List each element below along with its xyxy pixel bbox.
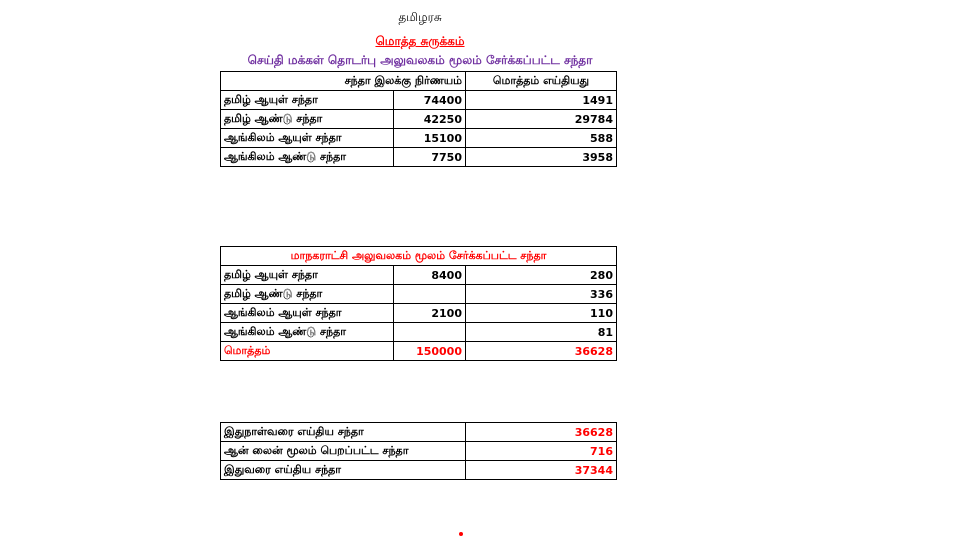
row-target (394, 323, 466, 342)
red-dot-marker (459, 532, 463, 536)
row-target: 2100 (394, 304, 466, 323)
row-achieved: 1491 (466, 91, 617, 110)
table-row (221, 148, 617, 167)
row-achieved: 588 (466, 129, 617, 148)
subtitle: செய்தி மக்கள் தொடர்பு அலுவலகம் மூலம் சேர்க்கப்பட்ட சந்தா (247, 53, 593, 67)
cumulative-summary-table (220, 422, 617, 480)
pro-office-subscription-table (220, 71, 617, 167)
header-achieved: மொத்தம் எய்தியது (466, 72, 617, 91)
table-title-row (221, 247, 617, 266)
row-value: 37344 (466, 461, 617, 480)
table2-title: மாநகராட்சி அலுவலகம் மூலம் சேர்க்கப்பட்ட சந்தா (221, 247, 617, 266)
row-label: ஆங்கிலம் ஆண்டு சந்தா (221, 148, 394, 167)
table-row (221, 266, 617, 285)
row-label: இதுநாள்வரை எய்திய சந்தா (221, 423, 466, 442)
row-label: தமிழ் ஆயுள் சந்தா (221, 266, 394, 285)
table-row (221, 110, 617, 129)
row-target: 42250 (394, 110, 466, 129)
row-target: 15100 (394, 129, 466, 148)
summary-title: மொத்த சுருக்கம் (375, 34, 465, 48)
row-value: 716 (466, 442, 617, 461)
table-row (221, 323, 617, 342)
header-target: சந்தா இலக்கு நிர்ணயம் (221, 72, 466, 91)
row-target (394, 285, 466, 304)
row-value: 36628 (466, 423, 617, 442)
row-achieved: 280 (466, 266, 617, 285)
row-label: ஆங்கிலம் ஆண்டு சந்தா (221, 323, 394, 342)
total-achieved: 36628 (466, 342, 617, 361)
corporation-office-subscription-table (220, 246, 617, 361)
table-row (221, 285, 617, 304)
row-achieved: 3958 (466, 148, 617, 167)
row-target: 74400 (394, 91, 466, 110)
row-target: 7750 (394, 148, 466, 167)
row-achieved: 336 (466, 285, 617, 304)
row-label: ஆன் லைன் மூலம் பெறப்பட்ட சந்தா (221, 442, 466, 461)
row-label: இதுவரை எய்திய சந்தா (221, 461, 466, 480)
table-row (221, 423, 617, 442)
table-row (221, 91, 617, 110)
table-row (221, 442, 617, 461)
row-achieved: 110 (466, 304, 617, 323)
row-label: தமிழ் ஆண்டு சந்தா (221, 110, 394, 129)
table-header-row (221, 72, 617, 91)
document-title: தமிழரசு (398, 10, 442, 24)
row-achieved: 29784 (466, 110, 617, 129)
row-label: தமிழ் ஆயுள் சந்தா (221, 91, 394, 110)
table-row (221, 304, 617, 323)
row-label: தமிழ் ஆண்டு சந்தா (221, 285, 394, 304)
row-achieved: 81 (466, 323, 617, 342)
row-label: ஆங்கிலம் ஆயுள் சந்தா (221, 129, 394, 148)
table-row (221, 129, 617, 148)
row-target: 8400 (394, 266, 466, 285)
total-label: மொத்தம் (221, 342, 394, 361)
total-row (221, 342, 617, 361)
table-row (221, 461, 617, 480)
row-label: ஆங்கிலம் ஆயுள் சந்தா (221, 304, 394, 323)
total-target: 150000 (394, 342, 466, 361)
